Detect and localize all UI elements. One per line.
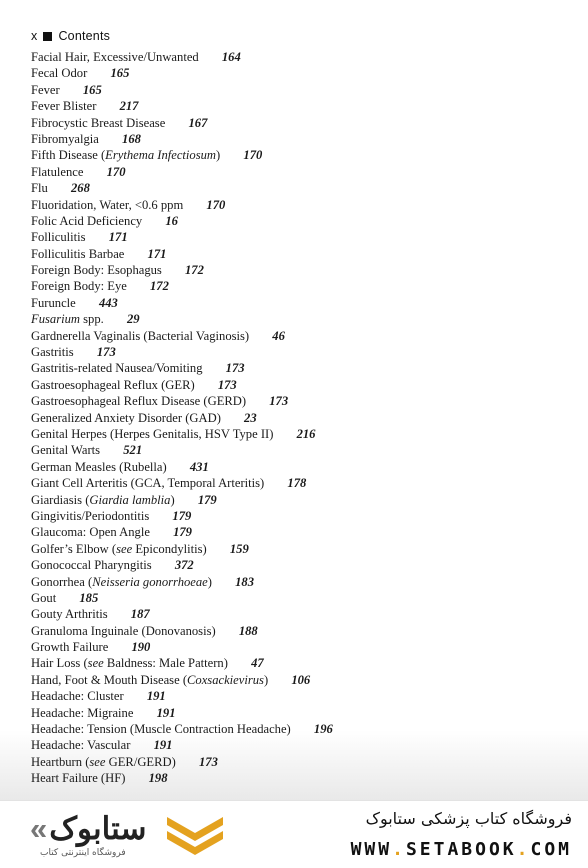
entry-title-text: Gout	[31, 590, 57, 605]
entry-page-number: 183	[235, 574, 255, 589]
entry-title	[31, 738, 130, 752]
entry-title-text: Gastroesophageal Reflux Disease (GERD)	[31, 394, 247, 409]
entry-title-text: GER/GERD)	[105, 754, 176, 769]
entry-page-number: 268	[70, 181, 90, 196]
entry-page-number: 173	[225, 361, 245, 376]
entry-page-number: 191	[153, 738, 173, 753]
entry-title-text: Generalized Anxiety Disorder (GAD)	[31, 410, 221, 425]
page-header	[31, 29, 110, 43]
entry-title-text: Headache: Migraine	[31, 705, 134, 720]
black-square-icon	[43, 32, 52, 41]
shop-name: فروشگاه کتاب پزشکی ستابوک	[365, 809, 572, 828]
double-chevron-icon: «	[30, 811, 48, 846]
entry-page-number: 47	[251, 656, 264, 671]
entry-title	[31, 329, 249, 343]
entry-title	[31, 279, 127, 293]
contents-entry	[31, 229, 333, 245]
entry-title-text: )	[216, 148, 221, 163]
entry-title-text: Fluoridation, Water, <0.6 ppm	[31, 197, 184, 212]
entry-title-text: German Measles (Rubella)	[31, 459, 167, 474]
entry-title-text: Glaucoma: Open Angle	[31, 525, 150, 540]
entry-title-italic: Coxsackievirus	[187, 672, 264, 687]
entry-title-text: Folliculitis Barbae	[31, 246, 125, 261]
entry-title-text: Fifth Disease (	[31, 148, 106, 163]
entry-title	[31, 706, 133, 720]
entry-title	[31, 345, 74, 359]
entry-page-number: 190	[131, 640, 151, 655]
contents-entry	[31, 131, 333, 147]
logo-text: ستابوک	[49, 811, 147, 846]
contents-entry	[31, 115, 333, 131]
entry-title	[31, 558, 152, 572]
contents-entry	[31, 606, 333, 622]
entry-title-text: Fibromyalgia	[31, 131, 99, 146]
entry-title-text: Furuncle	[31, 295, 76, 310]
entry-title	[31, 296, 76, 310]
entry-page-number: 179	[173, 525, 192, 540]
entry-title	[31, 591, 56, 605]
entry-title-italic: Fusarium	[31, 312, 80, 327]
entry-page-number: 173	[217, 377, 237, 392]
contents-entry	[31, 672, 333, 688]
entry-page-number: 173	[96, 345, 116, 360]
page-number: x	[31, 29, 38, 43]
entry-title-italic: Giardia lamblia	[89, 492, 171, 507]
contents-entry	[31, 655, 333, 671]
entry-title-text: Gastritis-related Nausea/Vomiting	[31, 361, 203, 376]
entry-page-number: 173	[198, 754, 218, 769]
entry-title-text: Gouty Arthritis	[31, 607, 108, 622]
entry-title-text: Hand, Foot & Mouth Disease (	[31, 672, 188, 687]
entry-page-number: 167	[188, 115, 208, 130]
entry-title-text: )	[263, 672, 269, 687]
entry-page-number: 173	[269, 394, 289, 409]
entry-title-text: Granuloma Inguinale (Donovanosis)	[31, 623, 216, 638]
entry-page-number: 521	[123, 443, 143, 458]
entry-title	[31, 230, 86, 244]
entry-page-number: 196	[313, 722, 333, 737]
entry-title	[31, 493, 175, 507]
entry-title	[31, 132, 99, 146]
entry-title	[31, 83, 60, 97]
entry-title	[31, 755, 176, 769]
contents-entry	[31, 705, 333, 721]
entry-title	[31, 771, 125, 785]
contents-entry	[31, 754, 333, 770]
entry-title	[31, 214, 142, 228]
entry-title	[31, 165, 83, 179]
contents-entry	[31, 639, 333, 655]
entry-page-number: 198	[148, 771, 168, 786]
contents-entry	[31, 524, 333, 540]
url-dot: .	[516, 839, 531, 860]
entry-title	[31, 525, 150, 539]
entry-title-text: Fecal Odor	[31, 66, 88, 81]
entry-page-number: 46	[272, 328, 285, 343]
entry-page-number: 187	[130, 607, 150, 622]
url-domain: SETABOOK	[405, 839, 517, 860]
entry-title	[31, 361, 203, 375]
entry-title-text: Hair Loss (	[31, 656, 88, 671]
entry-title-text: Headache: Vascular	[31, 738, 131, 753]
logo-subtitle: فروشگاه اینترنتی کتاب	[40, 848, 126, 858]
entry-title-text: )	[170, 492, 175, 507]
entry-page-number: 168	[122, 131, 141, 146]
entry-page-number: 23	[244, 410, 257, 425]
entry-title-text: Headache: Tension (Muscle Contraction Headache)	[31, 722, 291, 737]
entry-title	[31, 476, 264, 490]
entry-title	[31, 722, 291, 736]
entry-page-number: 170	[206, 197, 226, 212]
entry-title-text: Facial Hair, Excessive/Unwanted	[31, 50, 199, 64]
contents-entry	[31, 295, 333, 311]
entry-title	[31, 247, 124, 261]
stacked-chevrons-icon	[163, 811, 227, 861]
entry-title-text: Giant Cell Arteritis (GCA, Temporal Arteritis)	[31, 476, 265, 491]
contents-entry	[31, 410, 333, 426]
entry-title-text: Flatulence	[31, 164, 84, 179]
entry-title-text: Flu	[31, 181, 48, 196]
entry-page-number: 29	[126, 312, 140, 327]
contents-entry	[31, 278, 333, 294]
contents-entry	[31, 508, 333, 524]
entry-title	[31, 394, 246, 408]
entry-page-number: 165	[110, 66, 130, 81]
contents-entry	[31, 180, 333, 196]
entry-page-number: 170	[243, 148, 263, 163]
entry-title	[31, 148, 220, 162]
entry-page-number: 171	[147, 246, 167, 261]
contents-entry	[31, 344, 333, 360]
entry-title-text: Gastroesophageal Reflux (GER)	[31, 377, 195, 392]
entry-title-text: Folic Acid Deficiency	[31, 213, 143, 228]
url-www: WWW	[350, 839, 393, 860]
contents-entry	[31, 459, 333, 475]
entry-title-text: Baldness: Male Pattern)	[103, 656, 228, 671]
contents-entry	[31, 98, 333, 114]
contents-entry	[31, 688, 333, 704]
entry-title-text: Headache: Cluster	[31, 689, 124, 704]
contents-entry	[31, 262, 333, 278]
entry-page-number: 188	[238, 623, 258, 638]
entry-title-text: Genital Warts	[31, 443, 101, 458]
contents-entry	[31, 590, 333, 606]
entry-page-number: 179	[197, 492, 217, 507]
entry-title-text: )	[207, 574, 212, 589]
entry-page-number: 172	[150, 279, 169, 294]
entry-title-italic: see	[87, 656, 104, 671]
entry-page-number: 159	[229, 541, 249, 556]
entry-page-number: 372	[174, 558, 194, 573]
entry-title-italic: see	[89, 754, 106, 769]
contents-entry	[31, 49, 333, 65]
entry-page-number: 165	[82, 82, 102, 97]
contents-entry	[31, 475, 333, 491]
entry-title-italic: see	[116, 541, 133, 556]
entry-title-text: Growth Failure	[31, 640, 109, 655]
contents-entry	[31, 492, 333, 508]
entry-page-number: 443	[98, 295, 118, 310]
contents-entry	[31, 737, 333, 753]
contents-entry	[31, 213, 333, 229]
entry-title-italic: Neisseria gonorrhoeae	[92, 574, 208, 589]
entry-title	[31, 378, 195, 392]
entry-title-italic: Erythema Infectiosum	[105, 148, 217, 163]
entry-page-number: 16	[165, 213, 178, 228]
contents-entry	[31, 426, 333, 442]
entry-title	[31, 411, 221, 425]
entry-title	[31, 427, 273, 441]
entry-page-number: 172	[185, 263, 204, 278]
entry-title	[31, 656, 228, 670]
entry-title-text: Gonorrhea (	[31, 574, 93, 589]
contents-entry	[31, 377, 333, 393]
entry-page-number: 170	[106, 164, 126, 179]
entry-page-number: 164	[221, 50, 241, 64]
entry-title-text: Fever	[31, 82, 60, 97]
entry-title-text: Foreign Body: Eye	[31, 279, 127, 294]
entry-title-text: Golfer’s Elbow (	[31, 541, 117, 556]
contents-entry	[31, 197, 333, 213]
shop-url[interactable]	[351, 839, 572, 860]
setabook-logo[interactable]	[30, 811, 146, 847]
entry-title	[31, 640, 108, 654]
entry-title	[31, 624, 216, 638]
entry-title-text: spp.	[79, 312, 104, 327]
entry-title-text: Gonococcal Pharyngitis	[31, 558, 152, 573]
contents-entry	[31, 721, 333, 737]
contents-entry	[31, 246, 333, 262]
contents-entry	[31, 65, 333, 81]
entry-title	[31, 116, 165, 130]
entry-title-text: Gastritis	[31, 345, 74, 360]
entry-title-text: Fever Blister	[31, 99, 97, 114]
entry-title	[31, 509, 149, 523]
entry-page-number: 106	[291, 672, 311, 687]
entry-title-text: Giardiasis (	[31, 492, 90, 507]
entry-title	[31, 198, 183, 212]
entry-page-number: 178	[287, 476, 307, 491]
contents-entry	[31, 147, 333, 163]
contents-entry	[31, 623, 333, 639]
contents-entry	[31, 557, 333, 573]
entry-title	[31, 312, 104, 326]
url-dot: .	[392, 839, 406, 860]
entry-title	[31, 607, 108, 621]
contents-entry	[31, 541, 333, 557]
entry-title	[31, 673, 268, 687]
section-title: Contents	[58, 29, 111, 43]
entry-title	[31, 50, 199, 64]
entry-title	[31, 460, 167, 474]
contents-list	[31, 49, 333, 787]
entry-page-number: 179	[172, 508, 192, 523]
contents-entry	[31, 82, 333, 98]
entry-title-text: Gingivitis/Periodontitis	[31, 508, 150, 523]
contents-entry	[31, 360, 333, 376]
contents-entry	[31, 311, 333, 327]
entry-title	[31, 263, 162, 277]
entry-title	[31, 66, 87, 80]
entry-title	[31, 181, 48, 195]
publisher-footer	[0, 800, 588, 868]
entry-title-text: Foreign Body: Esophagus	[31, 263, 162, 278]
entry-page-number: 431	[189, 459, 209, 474]
url-tld: COM	[530, 839, 572, 860]
contents-entry	[31, 164, 333, 180]
entry-title-text: Gardnerella Vaginalis (Bacterial Vaginosis)	[31, 328, 250, 343]
entry-page-number: 216	[296, 426, 316, 441]
entry-title-text: Genital Herpes (Herpes Genitalis, HSV Type II)	[31, 426, 274, 441]
entry-title	[31, 99, 96, 113]
entry-title-text: Heartburn (	[31, 754, 90, 769]
entry-title-text: Fibrocystic Breast Disease	[31, 115, 166, 130]
entry-page-number: 191	[156, 705, 176, 720]
entry-title-text: Folliculitis	[31, 230, 86, 245]
entry-title-text: Epicondylitis)	[132, 541, 207, 556]
entry-title	[31, 575, 212, 589]
entry-page-number: 191	[146, 689, 166, 704]
entry-title	[31, 689, 124, 703]
contents-entry	[31, 328, 333, 344]
contents-entry	[31, 442, 333, 458]
entry-page-number: 171	[108, 230, 128, 245]
entry-title	[31, 542, 207, 556]
entry-title-text: Heart Failure (HF)	[31, 771, 126, 786]
contents-entry	[31, 770, 333, 786]
entry-page-number: 185	[79, 590, 99, 605]
entry-title	[31, 443, 100, 457]
contents-entry	[31, 393, 333, 409]
contents-entry	[31, 574, 333, 590]
entry-page-number: 217	[119, 99, 139, 114]
